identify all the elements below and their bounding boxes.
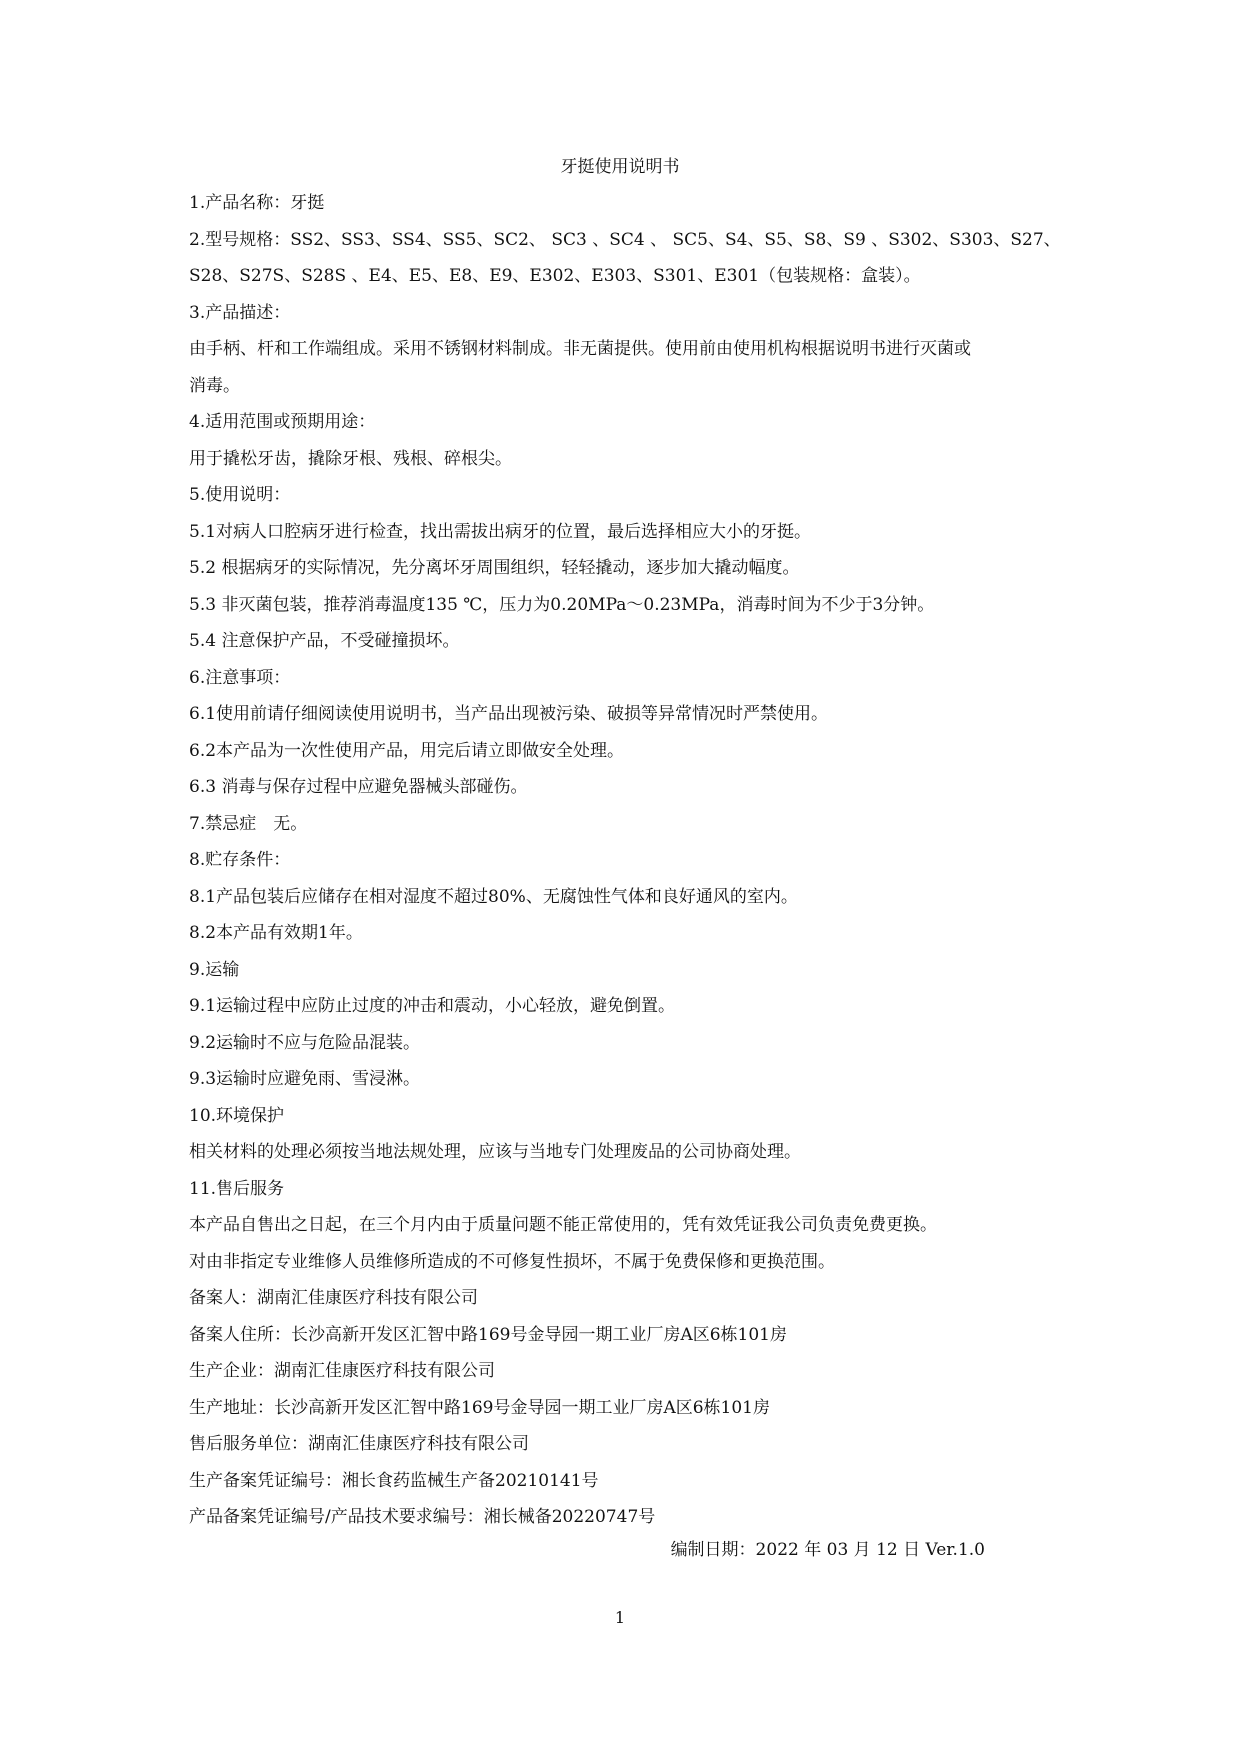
page-number: 1 [614,1608,626,1627]
body-line: 6.3 消毒与保存过程中应避免器械头部碰伤。 [189,777,528,797]
body-line: 生产企业：湖南汇佳康医疗科技有限公司 [189,1361,495,1381]
body-line: 由手柄、杆和工作端组成。采用不锈钢材料制成。非无菌提供。使用前由使用机构根据说明书进行灭菌或 [189,339,971,359]
body-line: 生产地址：长沙高新开发区汇智中路169号金导园一期工业厂房A区6栋101房 [189,1397,770,1418]
body-line: 本产品自售出之日起，在三个月内由于质量问题不能正常使用的，凭有效凭证我公司负责免费更换。 [189,1215,937,1235]
body-line: 5.2 根据病牙的实际情况，先分离坏牙周围组织，轻轻撬动，逐步加大撬动幅度。 [189,558,800,578]
body-line: 9.2运输时不应与危险品混装。 [189,1032,421,1053]
body-line: 对由非指定专业维修人员维修所造成的不可修复性损坏，不属于免费保修和更换范围。 [189,1251,835,1272]
compile-date: 编制日期：2022 年 03 月 12 日 Ver.1.0 [670,1540,985,1560]
document-title: 牙挺使用说明书 [560,157,680,177]
body-line: 9.3运输时应避免雨、雪浸淋。 [189,1069,421,1089]
body-line: 10.环境保护 [189,1105,285,1126]
document-body [189,185,1069,1536]
body-line: 5.3 非灭菌包装，推荐消毒温度135 ℃，压力为0.20MPa～0.23MPa，消毒时间为不少于3分钟。 [189,594,935,615]
body-line: 9.1运输过程中应防止过度的冲击和震动，小心轻放，避免倒置。 [189,996,676,1016]
body-line: 1.产品名称：牙挺 [189,193,325,213]
body-line: 用于撬松牙齿，撬除牙根、残根、碎根尖。 [189,448,512,469]
body-line: 售后服务单位：湖南汇佳康医疗科技有限公司 [189,1434,529,1454]
body-line: 消毒。 [189,375,240,396]
body-line: 5.1对病人口腔病牙进行检查，找出需拔出病牙的位置，最后选择相应大小的牙挺。 [189,521,812,542]
body-line: 5.使用说明： [189,485,291,505]
body-line: 5.4 注意保护产品，不受碰撞损坏。 [189,631,460,651]
body-line: 11.售后服务 [189,1178,285,1199]
body-line: 相关材料的处理必须按当地法规处理，应该与当地专门处理废品的公司协商处理。 [189,1142,801,1162]
body-line: S28、S27S、S28S 、E4、E5、E8、E9、E302、E303、S301、E301（包装规格：盒装）。 [189,266,921,286]
body-line: 8.贮存条件： [189,850,291,870]
body-line: 2.型号规格：SS2、SS3、SS4、SS5、SC2、 SC3 、SC4 、 SC5、S4、S5、S8、S9 、S302、S303、S27、 [189,229,1061,250]
body-line: 6.注意事项： [189,667,291,688]
body-line: 产品备案凭证编号/产品技术要求编号：湘长械备20220747号 [189,1507,656,1527]
body-line: 9.运输 [189,959,240,980]
body-line: 备案人：湖南汇佳康医疗科技有限公司 [189,1288,478,1308]
body-line: 8.2本产品有效期1年。 [189,923,363,943]
body-line: 生产备案凭证编号：湘长食药监械生产备20210141号 [189,1470,599,1491]
body-line: 6.2本产品为一次性使用产品，用完后请立即做安全处理。 [189,740,625,761]
body-line: 备案人住所：长沙高新开发区汇智中路169号金导园一期工业厂房A区6栋101房 [189,1324,787,1345]
body-line: 8.1产品包装后应储存在相对湿度不超过80%、无腐蚀性气体和良好通风的室内。 [189,886,798,907]
body-line: 7.禁忌症 无。 [189,813,308,834]
body-line: 6.1使用前请仔细阅读使用说明书，当产品出现被污染、破损等异常情况时严禁使用。 [189,704,829,724]
body-line: 3.产品描述： [189,302,291,323]
body-line: 4.适用范围或预期用途： [189,412,376,432]
